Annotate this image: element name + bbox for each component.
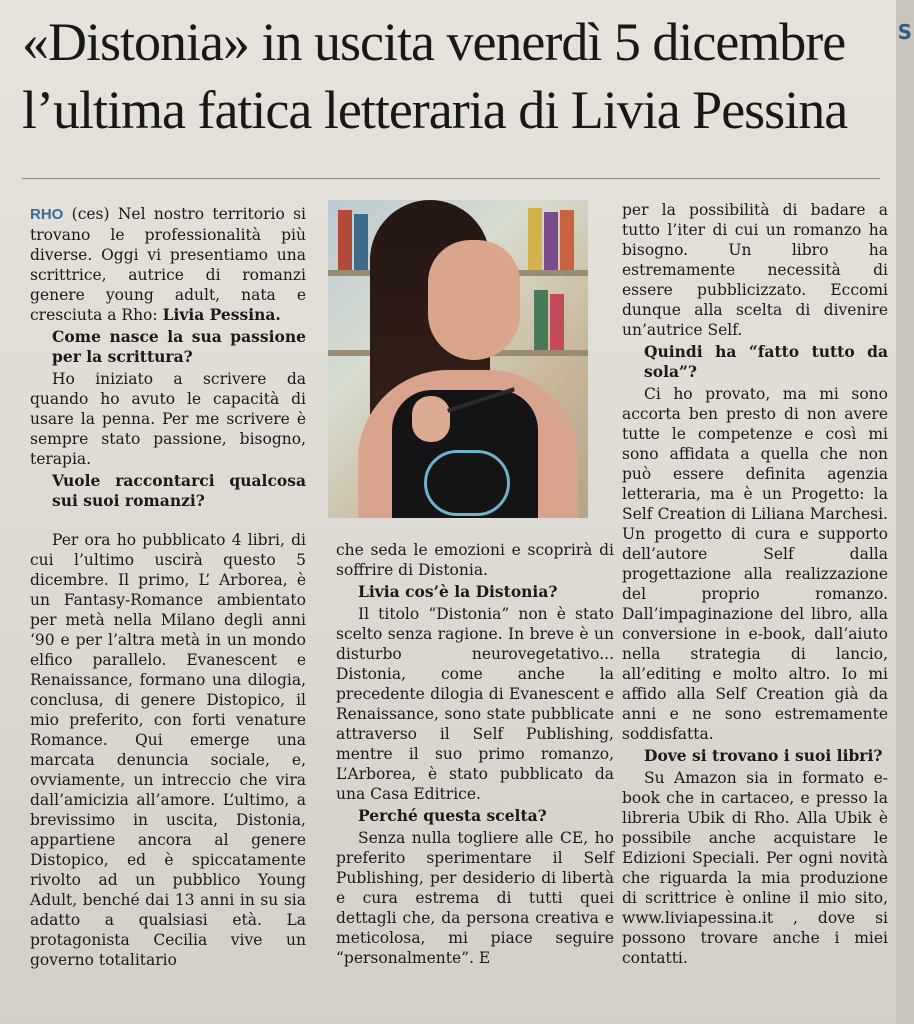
adjacent-page-edge: [896, 0, 914, 1024]
question-2: Vuole raccontarci qualcosa sui suoi romanzi?: [52, 471, 306, 510]
answer-2: Per ora ho pubblicato 4 libri, di cui l’ultimo uscirà questo 5 dicembre. Il primo, L’ Arborea, è un Fantasy-Romance ambientato per metà nella Milano degli anni ‘90 e per l’altra metà in un mondo elfico parallelo. Evanescent e Renaissance, formano una dilogia, conclusa, di genere Distopico, il mio preferito, con forti venature Romance. Qui emerge una marcata denuncia sociale, e, ovviamente, un intreccio che vira dall’amicizia all’amore. L’ultimo, a brevissimo in uscita, Distonia, appartiene ancora al genere Distopico, ed è spiccatamente rivolto ad un pubblico Young Adult, benché dai 13 anni in su sia adatto a qualsiasi età. La protagonista Cecilia vive un governo totalitario: [30, 531, 306, 969]
column-1-top: [30, 204, 306, 513]
column-2: [336, 540, 614, 970]
answer-3: Il titolo “Distonia” non è stato scelto senza ragione. In breve è un disturbo neurovegetativo... Distonia, come anche la precedente dilogia di Evanescent e Renaissance, sono state pubblicate attraverso il Self Publishing, mentre il suo primo romanzo, L’Arborea, è stato pubblicato da una Casa Editrice.: [336, 605, 614, 803]
adjacent-page-fragment: S: [897, 20, 912, 44]
column-1-bottom: [30, 530, 306, 972]
answer-4-continued: per la possibilità di badare a tutto l’iter di cui un romanzo ha bisogno. Un libro ha estremamente necessità di essere pubblicizzato. Eccomi dunque alla scelta di divenire un’autrice Self.: [622, 201, 888, 339]
question-5: Quindi ha “fatto tutto da sola”?: [644, 342, 888, 381]
author-photo: [328, 200, 588, 518]
author-name: Livia Pessina.: [162, 305, 281, 324]
headline-line-1: «Distonia» in uscita venerdì 5 dicembre: [22, 12, 846, 72]
question-3: Livia cos’è la Distonia?: [358, 582, 558, 601]
question-4: Perché questa scelta?: [358, 806, 547, 825]
question-1: Come nasce la sua passione per la scrittura?: [52, 327, 306, 366]
intro-text: (ces) Nel nostro territorio si trovano le professionalità più diverse. Oggi vi presentiamo una scrittrice, autrice di romanzi genere young adult, nata e cresciuta a Rho:: [30, 205, 306, 324]
answer-1: Ho iniziato a scrivere da quando ho avuto le capacità di usare la penna. Per me scrivere è sempre stato passione, bisogno, terapia.: [30, 370, 306, 468]
answer-2-continued: che seda le emozioni e scoprirà di soffrire di Distonia.: [336, 541, 614, 579]
column-3: [622, 200, 888, 970]
headline: [22, 8, 888, 144]
answer-6: Su Amazon sia in formato e-book che in cartaceo, e presso la libreria Ubik di Rho. Alla Ubik è possibile anche acquistare le Edizioni Speciali. Per ogni novità che riguarda la mia produzione di scrittrice è online il mio sito, www.liviapessina.it , dove si possono trovare anche i miei contatti.: [622, 769, 888, 967]
headline-divider: [22, 178, 880, 179]
question-6: Dove si trovano i suoi libri?: [644, 746, 883, 765]
dateline: RHO: [30, 206, 64, 223]
headline-line-2: l’ultima fatica letteraria di Livia Pessina: [22, 80, 848, 140]
answer-4: Senza nulla togliere alle CE, ho preferito sperimentare il Self Publishing, per desiderio di libertà e cura estrema di tutti quei dettagli che, da persona creativa e meticolosa, mi piace seguire “personalmente”. E: [336, 829, 614, 967]
answer-5: Ci ho provato, ma mi sono accorta ben presto di non avere tutte le competenze e così mi sono affidata a quella che non può essere definita agenzia letteraria, ma è un Progetto: la Self Creation di Liliana Marchesi. Un progetto di cura e supporto dell’autore Self dalla progettazione alla realizzazione del proprio romanzo. Dall’impaginazione del libro, alla conversione in e-book, dall’aiuto nella strategia di lancio, all’editing e molto altro. Io mi affido alla Self Creation già da anni e ne sono estremamente soddisfatta.: [622, 385, 888, 743]
